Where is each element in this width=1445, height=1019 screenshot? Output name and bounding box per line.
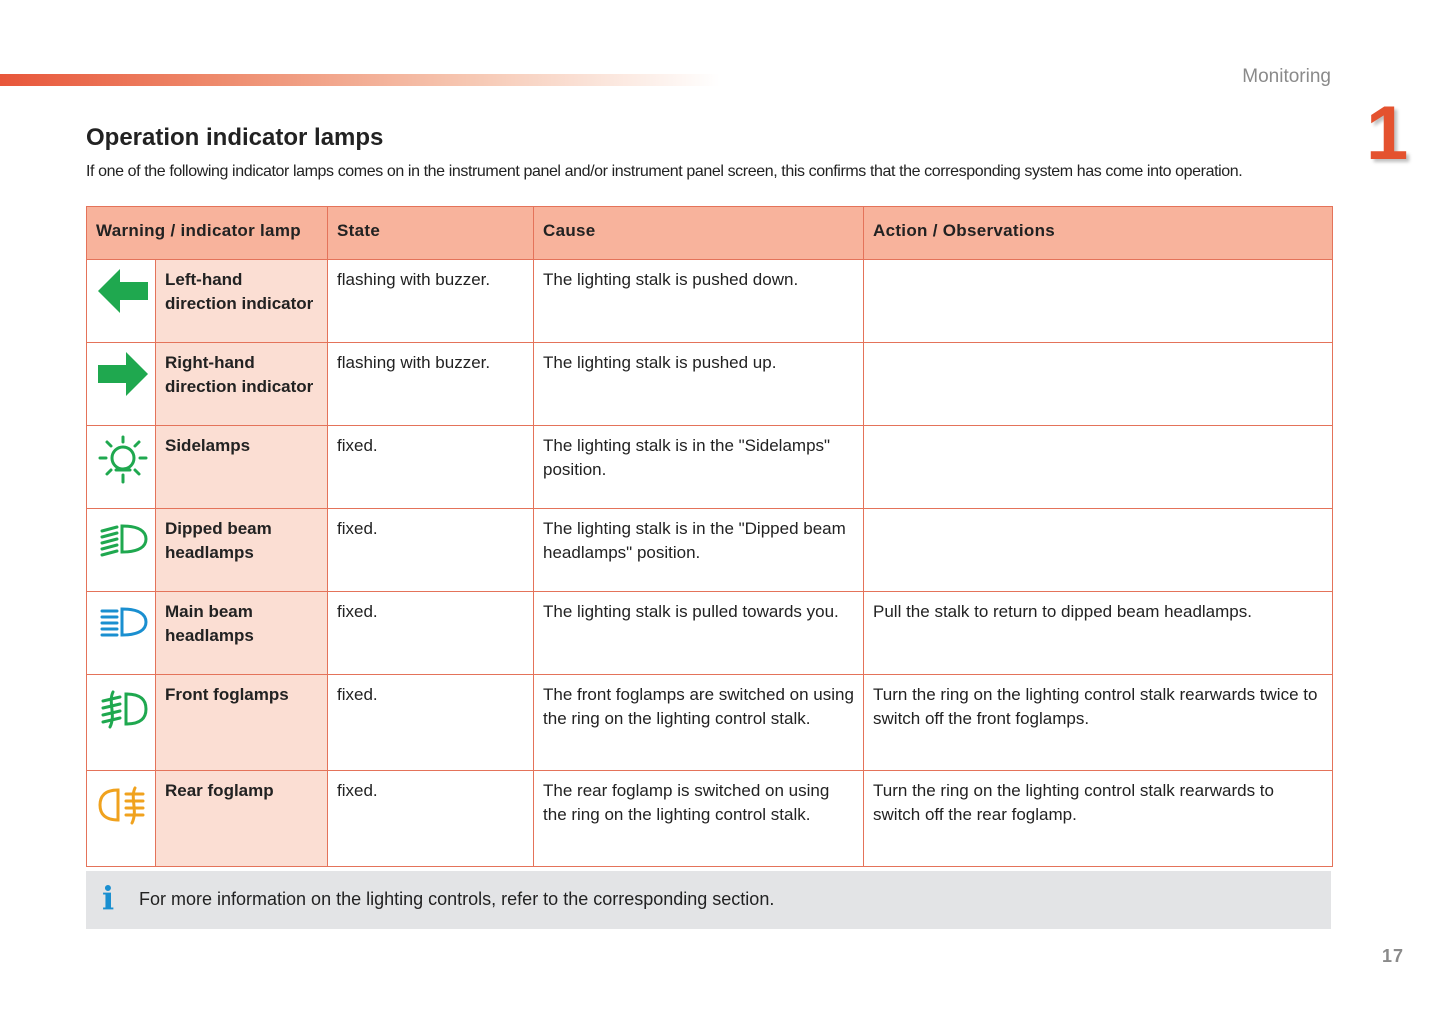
lamp-cause: The lighting stalk is in the "Dipped beam headlamps" position. bbox=[534, 509, 864, 592]
lamp-action: Turn the ring on the lighting control stalk rearwards twice to switch off the front foglamps. bbox=[864, 675, 1333, 771]
info-text: For more information on the lighting controls, refer to the corresponding section. bbox=[139, 889, 775, 909]
lamp-name: Right-hand direction indicator bbox=[156, 343, 328, 426]
icon-cell bbox=[87, 260, 156, 343]
lamp-action: Pull the stalk to return to dipped beam headlamps. bbox=[864, 592, 1333, 675]
lamp-action bbox=[864, 260, 1333, 343]
lamp-action bbox=[864, 343, 1333, 426]
lamp-name: Main beam headlamps bbox=[156, 592, 328, 675]
icon-cell bbox=[87, 771, 156, 867]
table-row bbox=[87, 675, 1333, 771]
info-icon: i bbox=[102, 879, 115, 917]
chapter-number: 1 bbox=[1366, 91, 1409, 176]
sidelamps-icon bbox=[96, 434, 150, 486]
lamp-state: fixed. bbox=[328, 771, 534, 867]
lamp-state: fixed. bbox=[328, 675, 534, 771]
icon-cell bbox=[87, 592, 156, 675]
table-row bbox=[87, 509, 1333, 592]
lamp-cause: The rear foglamp is switched on using the ring on the lighting control stalk. bbox=[534, 771, 864, 867]
lamp-state: fixed. bbox=[328, 426, 534, 509]
front-foglamp-icon bbox=[96, 689, 150, 729]
lamp-name: Rear foglamp bbox=[156, 771, 328, 867]
lamp-action bbox=[864, 509, 1333, 592]
header-action: Action / Observations bbox=[864, 207, 1333, 260]
indicator-lamps-table bbox=[86, 206, 1333, 867]
table-row bbox=[87, 592, 1333, 675]
lamp-action: Turn the ring on the lighting control stalk rearwards to switch off the rear foglamp. bbox=[864, 771, 1333, 867]
header-accent-bar bbox=[0, 74, 720, 86]
header-state: State bbox=[328, 207, 534, 260]
lamp-name: Left-hand direction indicator bbox=[156, 260, 328, 343]
rear-foglamp-icon bbox=[96, 785, 150, 825]
header-cause: Cause bbox=[534, 207, 864, 260]
page-number: 17 bbox=[1382, 946, 1405, 966]
table-header-row bbox=[87, 207, 1333, 260]
lamp-state: fixed. bbox=[328, 592, 534, 675]
intro-text: If one of the following indicator lamps comes on in the instrument panel and/or instrument panel screen, this confirms that the corresponding system has come into operation. bbox=[86, 163, 1243, 180]
table-row bbox=[87, 771, 1333, 867]
table-row bbox=[87, 343, 1333, 426]
lamp-cause: The lighting stalk is pushed down. bbox=[534, 260, 864, 343]
lamp-state: flashing with buzzer. bbox=[328, 343, 534, 426]
lamp-cause: The lighting stalk is pushed up. bbox=[534, 343, 864, 426]
lamp-cause: The lighting stalk is pulled towards you. bbox=[534, 592, 864, 675]
lamp-state: fixed. bbox=[328, 509, 534, 592]
lamp-state: flashing with buzzer. bbox=[328, 260, 534, 343]
lamp-name: Front foglamps bbox=[156, 675, 328, 771]
lamp-name: Sidelamps bbox=[156, 426, 328, 509]
icon-cell bbox=[87, 343, 156, 426]
table-row bbox=[87, 426, 1333, 509]
info-box bbox=[86, 871, 1331, 929]
icon-cell bbox=[87, 675, 156, 771]
main-beam-icon bbox=[96, 604, 150, 640]
lamp-cause: The front foglamps are switched on using the ring on the lighting control stalk. bbox=[534, 675, 864, 771]
lamp-action bbox=[864, 426, 1333, 509]
lamp-cause: The lighting stalk is in the "Sidelamps" position. bbox=[534, 426, 864, 509]
header-lamp: Warning / indicator lamp bbox=[87, 207, 328, 260]
dipped-beam-icon bbox=[96, 521, 150, 557]
section-label: Monitoring bbox=[1242, 66, 1331, 87]
page-title: Operation indicator lamps bbox=[86, 124, 384, 151]
icon-cell bbox=[87, 426, 156, 509]
icon-cell bbox=[87, 509, 156, 592]
right-arrow-icon bbox=[96, 351, 150, 397]
table-row bbox=[87, 260, 1333, 343]
left-arrow-icon bbox=[96, 268, 150, 314]
lamp-name: Dipped beam headlamps bbox=[156, 509, 328, 592]
